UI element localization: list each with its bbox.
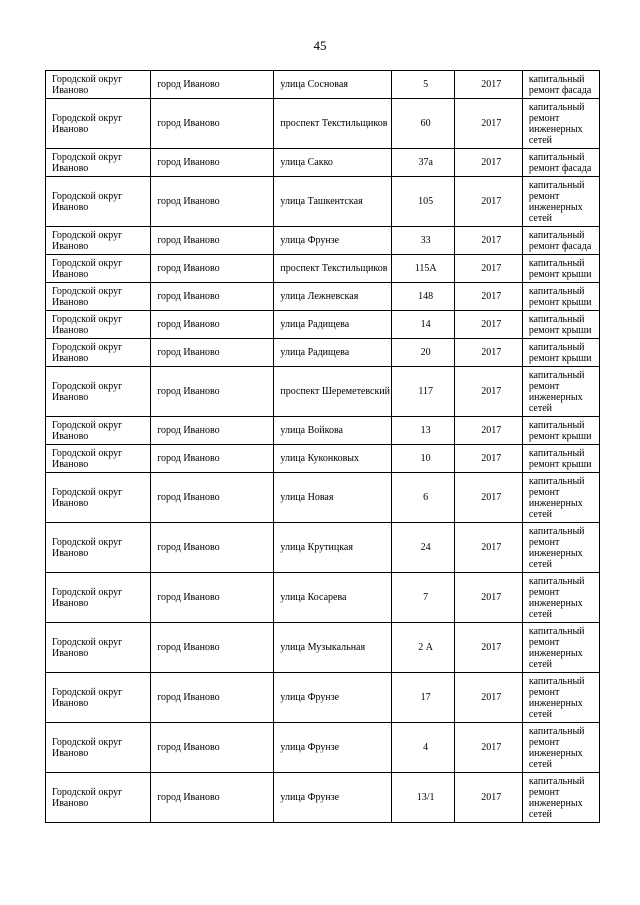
- table-row: [46, 149, 600, 177]
- city-cell: город Иваново: [151, 473, 274, 523]
- house-cell: 148: [391, 283, 454, 311]
- work-type-cell: капитальный ремонт крыши: [522, 445, 599, 473]
- street-cell: улица Фрунзе: [274, 227, 391, 255]
- district-cell: Городской округ Иваново: [46, 445, 151, 473]
- street-cell: улица Сакко: [274, 149, 391, 177]
- table-row: [46, 99, 600, 149]
- work-type-cell: капитальный ремонт инженерных сетей: [522, 573, 599, 623]
- district-cell: Городской округ Иваново: [46, 523, 151, 573]
- district-cell: Городской округ Иваново: [46, 723, 151, 773]
- work-type-cell: капитальный ремонт инженерных сетей: [522, 473, 599, 523]
- city-cell: город Иваново: [151, 417, 274, 445]
- year-cell: 2017: [454, 71, 522, 99]
- house-cell: 5: [391, 71, 454, 99]
- table-row: [46, 367, 600, 417]
- city-cell: город Иваново: [151, 227, 274, 255]
- street-cell: проспект Текстильщиков: [274, 99, 391, 149]
- district-cell: Городской округ Иваново: [46, 283, 151, 311]
- district-cell: Городской округ Иваново: [46, 367, 151, 417]
- table-row: [46, 71, 600, 99]
- house-cell: 24: [391, 523, 454, 573]
- year-cell: 2017: [454, 723, 522, 773]
- work-type-cell: капитальный ремонт крыши: [522, 417, 599, 445]
- district-cell: Городской округ Иваново: [46, 71, 151, 99]
- table-row: [46, 255, 600, 283]
- street-cell: улица Крутицкая: [274, 523, 391, 573]
- year-cell: 2017: [454, 623, 522, 673]
- year-cell: 2017: [454, 573, 522, 623]
- work-type-cell: капитальный ремонт инженерных сетей: [522, 773, 599, 823]
- year-cell: 2017: [454, 339, 522, 367]
- house-cell: 17: [391, 673, 454, 723]
- table-row: [46, 227, 600, 255]
- work-type-cell: капитальный ремонт инженерных сетей: [522, 367, 599, 417]
- street-cell: улица Косарева: [274, 573, 391, 623]
- street-cell: улица Лежневская: [274, 283, 391, 311]
- district-cell: Городской округ Иваново: [46, 673, 151, 723]
- house-cell: 10: [391, 445, 454, 473]
- house-cell: 13: [391, 417, 454, 445]
- work-type-cell: капитальный ремонт крыши: [522, 311, 599, 339]
- table-row: [46, 573, 600, 623]
- work-type-cell: капитальный ремонт инженерных сетей: [522, 523, 599, 573]
- house-cell: 4: [391, 723, 454, 773]
- house-cell: 115А: [391, 255, 454, 283]
- district-cell: Городской округ Иваново: [46, 773, 151, 823]
- city-cell: город Иваново: [151, 71, 274, 99]
- street-cell: улица Радищева: [274, 339, 391, 367]
- house-cell: 2 А: [391, 623, 454, 673]
- table-row: [46, 339, 600, 367]
- city-cell: город Иваново: [151, 311, 274, 339]
- street-cell: улица Радищева: [274, 311, 391, 339]
- house-cell: 37а: [391, 149, 454, 177]
- street-cell: улица Войкова: [274, 417, 391, 445]
- repair-table: [45, 70, 600, 823]
- page-number: 45: [313, 38, 327, 53]
- city-cell: город Иваново: [151, 623, 274, 673]
- house-cell: 105: [391, 177, 454, 227]
- street-cell: улица Ташкентская: [274, 177, 391, 227]
- street-cell: улица Фрунзе: [274, 673, 391, 723]
- work-type-cell: капитальный ремонт крыши: [522, 255, 599, 283]
- district-cell: Городской округ Иваново: [46, 339, 151, 367]
- district-cell: Городской округ Иваново: [46, 623, 151, 673]
- city-cell: город Иваново: [151, 283, 274, 311]
- table-row: [46, 283, 600, 311]
- table-row: [46, 311, 600, 339]
- year-cell: 2017: [454, 255, 522, 283]
- city-cell: город Иваново: [151, 723, 274, 773]
- year-cell: 2017: [454, 523, 522, 573]
- work-type-cell: капитальный ремонт фасада: [522, 71, 599, 99]
- city-cell: город Иваново: [151, 773, 274, 823]
- year-cell: 2017: [454, 311, 522, 339]
- district-cell: Городской округ Иваново: [46, 573, 151, 623]
- district-cell: Городской округ Иваново: [46, 473, 151, 523]
- year-cell: 2017: [454, 99, 522, 149]
- table-row: [46, 445, 600, 473]
- work-type-cell: капитальный ремонт инженерных сетей: [522, 623, 599, 673]
- table-body: [46, 71, 600, 823]
- table-row: [46, 623, 600, 673]
- table-row: [46, 417, 600, 445]
- work-type-cell: капитальный ремонт инженерных сетей: [522, 99, 599, 149]
- city-cell: город Иваново: [151, 445, 274, 473]
- district-cell: Городской округ Иваново: [46, 149, 151, 177]
- year-cell: 2017: [454, 773, 522, 823]
- year-cell: 2017: [454, 177, 522, 227]
- city-cell: город Иваново: [151, 573, 274, 623]
- work-type-cell: капитальный ремонт инженерных сетей: [522, 723, 599, 773]
- work-type-cell: капитальный ремонт крыши: [522, 339, 599, 367]
- city-cell: город Иваново: [151, 523, 274, 573]
- year-cell: 2017: [454, 367, 522, 417]
- work-type-cell: капитальный ремонт фасада: [522, 149, 599, 177]
- year-cell: 2017: [454, 473, 522, 523]
- house-cell: 6: [391, 473, 454, 523]
- city-cell: город Иваново: [151, 149, 274, 177]
- city-cell: город Иваново: [151, 339, 274, 367]
- street-cell: улица Фрунзе: [274, 773, 391, 823]
- table-row: [46, 773, 600, 823]
- street-cell: проспект Текстильщиков: [274, 255, 391, 283]
- year-cell: 2017: [454, 445, 522, 473]
- house-cell: 117: [391, 367, 454, 417]
- street-cell: улица Куконковых: [274, 445, 391, 473]
- house-cell: 20: [391, 339, 454, 367]
- year-cell: 2017: [454, 673, 522, 723]
- house-cell: 33: [391, 227, 454, 255]
- work-type-cell: капитальный ремонт фасада: [522, 227, 599, 255]
- table-row: [46, 473, 600, 523]
- street-cell: улица Сосновая: [274, 71, 391, 99]
- city-cell: город Иваново: [151, 673, 274, 723]
- work-type-cell: капитальный ремонт инженерных сетей: [522, 177, 599, 227]
- city-cell: город Иваново: [151, 177, 274, 227]
- district-cell: Городской округ Иваново: [46, 99, 151, 149]
- district-cell: Городской округ Иваново: [46, 255, 151, 283]
- house-cell: 13/1: [391, 773, 454, 823]
- work-type-cell: капитальный ремонт инженерных сетей: [522, 673, 599, 723]
- house-cell: 14: [391, 311, 454, 339]
- house-cell: 60: [391, 99, 454, 149]
- city-cell: город Иваново: [151, 99, 274, 149]
- street-cell: улица Новая: [274, 473, 391, 523]
- year-cell: 2017: [454, 149, 522, 177]
- district-cell: Городской округ Иваново: [46, 227, 151, 255]
- street-cell: проспект Шереметевский: [274, 367, 391, 417]
- table-row: [46, 673, 600, 723]
- year-cell: 2017: [454, 417, 522, 445]
- year-cell: 2017: [454, 227, 522, 255]
- district-cell: Городской округ Иваново: [46, 311, 151, 339]
- work-type-cell: капитальный ремонт крыши: [522, 283, 599, 311]
- table-row: [46, 723, 600, 773]
- district-cell: Городской округ Иваново: [46, 177, 151, 227]
- year-cell: 2017: [454, 283, 522, 311]
- city-cell: город Иваново: [151, 367, 274, 417]
- city-cell: город Иваново: [151, 255, 274, 283]
- house-cell: 7: [391, 573, 454, 623]
- district-cell: Городской округ Иваново: [46, 417, 151, 445]
- table-row: [46, 177, 600, 227]
- street-cell: улица Музыкальная: [274, 623, 391, 673]
- table-row: [46, 523, 600, 573]
- street-cell: улица Фрунзе: [274, 723, 391, 773]
